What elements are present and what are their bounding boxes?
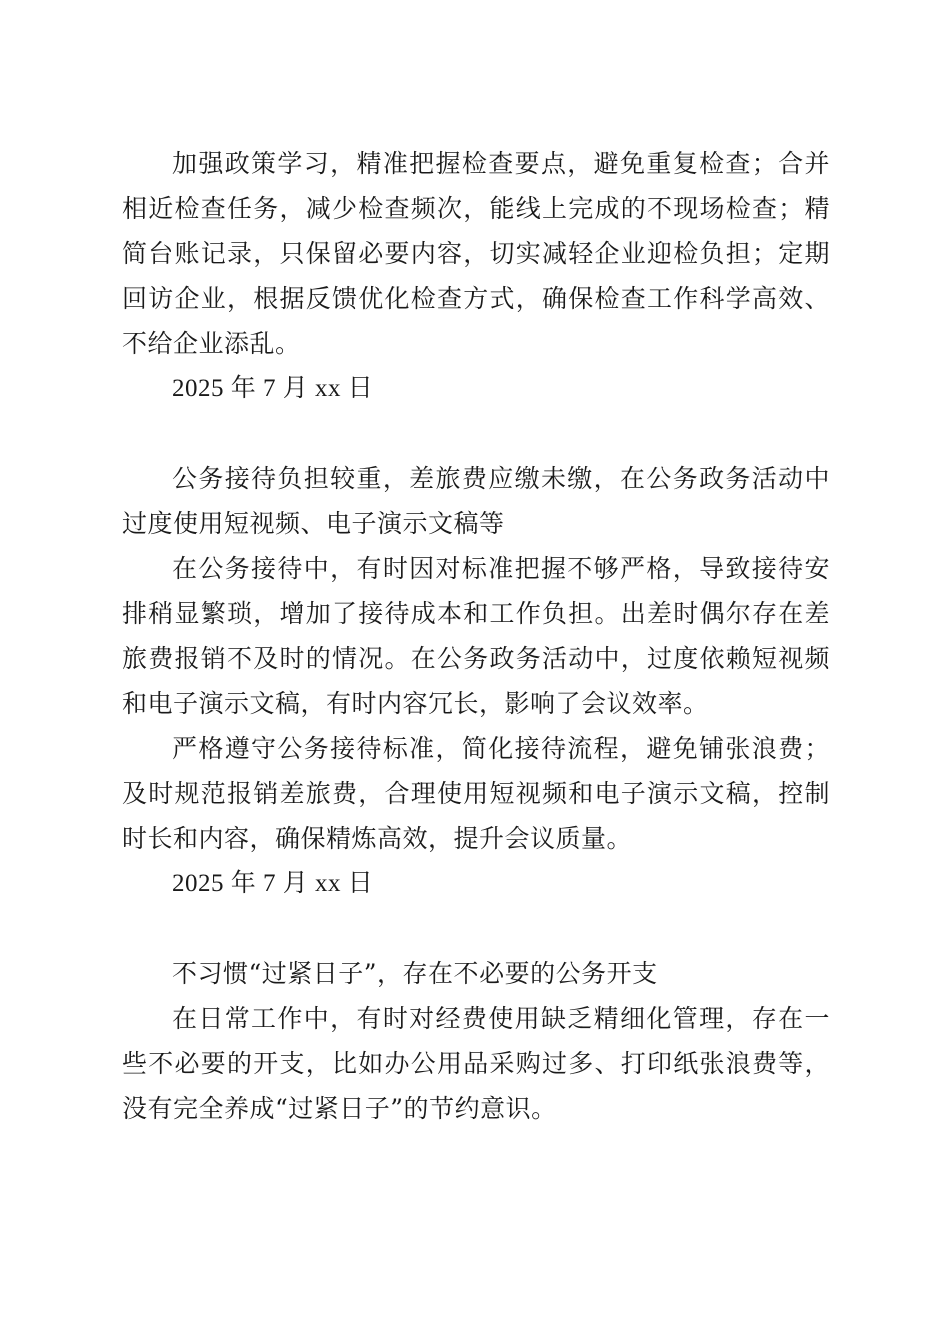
section1-measure-paragraph: 加强政策学习，精准把握检查要点，避免重复检查；合并相近检查任务，减少检查频次，能线上完成的不现场检查；精简台账记录，只保留必要内容，切实减轻企业迎检负担；定期回访企业，根据反馈优化检查方式，确保检查工作科学高效、不给企业添乱。 — [122, 149, 830, 358]
section2-measure-paragraph: 严格遵守公务接待标准，简化接待流程，避免铺张浪费；及时规范报销差旅费，合理使用短视频和电子演示文稿，控制时长和内容，确保精炼高效，提升会议质量。 — [122, 734, 830, 853]
section2-date: 2025 年 7 月 xx 日 — [172, 870, 374, 897]
section-gap — [122, 906, 830, 951]
section2-problem-paragraph: 在公务接待中，有时因对标准把握不够严格，导致接待安排稍显繁琐，增加了接待成本和工作负担。出差时偶尔存在差旅费报销不及时的情况。在公务政务活动中，过度依赖短视频和电子演示文稿，有时内容冗长，影响了会议效率。 — [122, 554, 830, 718]
section1-date: 2025 年 7 月 xx 日 — [172, 375, 374, 402]
section3-title: 不习惯“过紧日子”，存在不必要的公务开支 — [172, 959, 658, 988]
section3-problem-paragraph: 在日常工作中，有时对经费使用缺乏精细化管理，存在一些不必要的开支，比如办公用品采购过多、打印纸张浪费等，没有完全养成“过紧日子”的节约意识。 — [122, 1004, 830, 1123]
document-body — [122, 141, 830, 1131]
section-gap — [122, 411, 830, 456]
section2-title: 公务接待负担较重，差旅费应缴未缴，在公务政务活动中过度使用短视频、电子演示文稿等 — [122, 464, 830, 538]
